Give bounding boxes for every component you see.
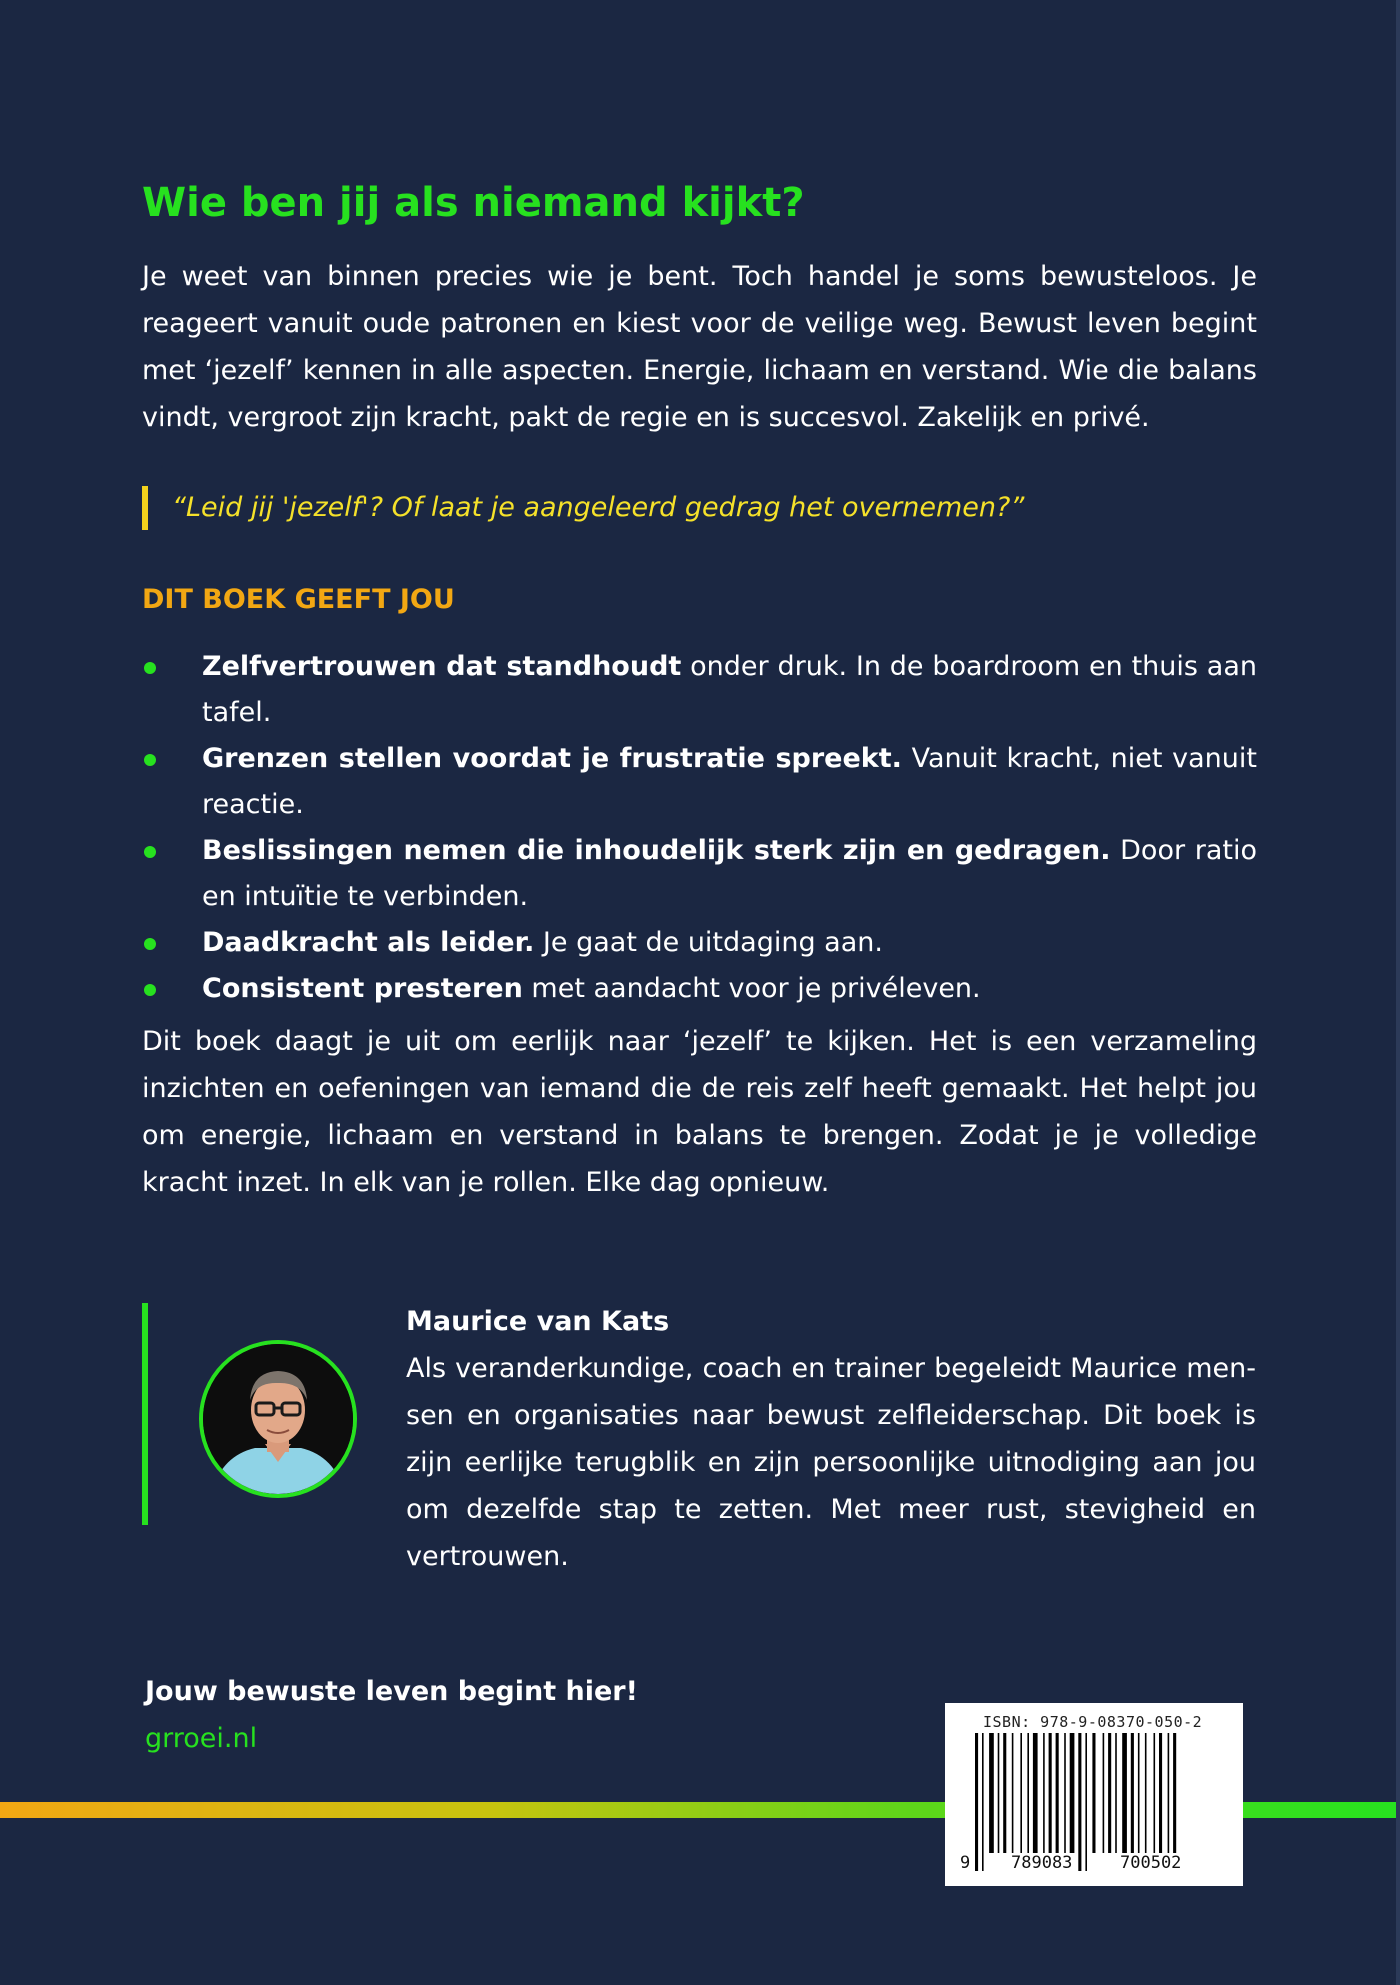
barcode-bar	[1085, 1733, 1087, 1871]
barcode-bar	[998, 1733, 1000, 1853]
list-item	[142, 828, 1257, 920]
barcode-bar	[1103, 1733, 1105, 1853]
barcode-bar	[1131, 1733, 1134, 1853]
isbn-label: ISBN: 978-9-08370-050-2	[983, 1713, 1203, 1731]
barcode-bar	[989, 1733, 994, 1853]
barcode-bar	[1122, 1733, 1127, 1853]
barcode-bar	[1145, 1733, 1147, 1853]
list-item	[142, 966, 1257, 1012]
barcode-bar	[1012, 1733, 1014, 1853]
cover-right-edge	[1396, 0, 1400, 1985]
barcode-bar	[1138, 1733, 1140, 1853]
list-item	[142, 920, 1257, 966]
barcode-bar	[982, 1733, 984, 1871]
barcode-bar	[1043, 1733, 1045, 1853]
barcode-bar	[1108, 1733, 1111, 1853]
benefit-text: onder druk. In de boardroom en thuis aan tafel.	[202, 651, 1257, 728]
benefit-bold: Consistent presteren	[202, 973, 523, 1004]
barcode-bar	[1092, 1733, 1095, 1853]
barcode-bar	[975, 1733, 978, 1871]
author-info	[406, 1298, 1256, 1580]
benefit-text: Door ratio en intuïtie te verbinden.	[202, 835, 1257, 912]
benefit-bold: Daadkracht als leider.	[202, 927, 535, 958]
barcode-bar	[1078, 1733, 1081, 1871]
barcode-bar	[1033, 1733, 1038, 1853]
barcode-digits-right: 700502	[1120, 1853, 1182, 1873]
benefits-list	[142, 644, 1257, 1012]
benefit-bold: Zelfvertrouwen dat standhoudt	[202, 651, 682, 682]
author-avatar	[199, 1340, 357, 1498]
barcode-bar	[1115, 1733, 1117, 1853]
barcode-bar	[1027, 1733, 1029, 1853]
bullet-icon	[144, 938, 156, 950]
barcode-bar	[1173, 1733, 1176, 1853]
barcode-digits-left: 789083	[1011, 1853, 1073, 1873]
bullet-icon	[144, 846, 156, 858]
barcode-bar	[1020, 1733, 1022, 1853]
intro-paragraph: Je weet van binnen precies wie je bent. Toch handel je soms bewusteloos. Je reageert vanuit oude patronen en kiest voor de veilige weg. Bewust leven begint met ‘jezelf’ kennen in alle aspecten. Energie, lichaam en verstand. Wie die balans vindt, vergroot zijn kracht, pakt de regie en is succesvol. Zakelijk en privé.	[142, 261, 1257, 433]
benefit-text: Je gaat de uitdaging aan.	[534, 927, 883, 958]
tagline: Jouw bewuste leven begint hier!	[145, 1676, 638, 1707]
benefit-text: Vanuit kracht, niet vanuit reactie.	[202, 743, 1257, 820]
author-name: Maurice van Kats	[406, 1306, 670, 1337]
isbn-barcode	[945, 1703, 1243, 1886]
barcode-bar	[1159, 1733, 1162, 1853]
website-link[interactable]: grroei.nl	[145, 1723, 258, 1754]
barcode-digit-first: 9	[960, 1853, 971, 1873]
bullet-icon	[144, 984, 156, 996]
list-item	[142, 644, 1257, 736]
page-title: Wie ben jij als niemand kijkt?	[142, 180, 805, 226]
body-paragraph: Dit boek daagt je uit om eerlijk naar ‘jezelf’ te kijken. Het is een verzameling inzichten en oefeningen van iemand die de reis zelf heeft gemaakt. Het helpt jou om energie, lichaam en verstand in balans te brengen. Zodat je je volledige kracht inzet. In elk van je rollen. Elke dag opnieuw.	[142, 1026, 1257, 1198]
benefit-bold: Grenzen stellen voordat je frustratie spreekt.	[202, 743, 902, 774]
list-item	[142, 736, 1257, 828]
barcode-bar	[1168, 1733, 1170, 1853]
bullet-icon	[144, 662, 156, 674]
barcode-bar	[1154, 1733, 1156, 1853]
benefit-bold: Beslissingen nemen die inhoudelijk sterk zijn en gedragen.	[202, 835, 1111, 866]
author-accent-bar	[142, 1303, 148, 1525]
barcode-bar	[1064, 1733, 1066, 1853]
pull-quote: “Leid jij 'jezelf'? Of laat je aangeleerd gedrag het overnemen?”	[142, 486, 1272, 530]
benefit-text: met aandacht voor je privéleven.	[522, 973, 981, 1004]
barcode-bar	[1070, 1733, 1075, 1853]
author-bio: Als veranderkundige, coach en trainer begeleidt Maurice mensen en organisaties naar bewust zelfleiderschap. Dit boek is zijn eerlijke terugblik en zijn persoonlijke uitnodiging aan jou om dezelfde stap te zetten. Met meer rust, stevigheid en vertrouwen.	[406, 1353, 1256, 1572]
barcode-bar	[1049, 1733, 1052, 1853]
author-portrait-icon	[203, 1344, 353, 1494]
barcode-bar	[1056, 1733, 1059, 1853]
benefits-heading: DIT BOEK GEEFT JOU	[142, 584, 455, 615]
bullet-icon	[144, 754, 156, 766]
barcode-bar	[1003, 1733, 1006, 1853]
